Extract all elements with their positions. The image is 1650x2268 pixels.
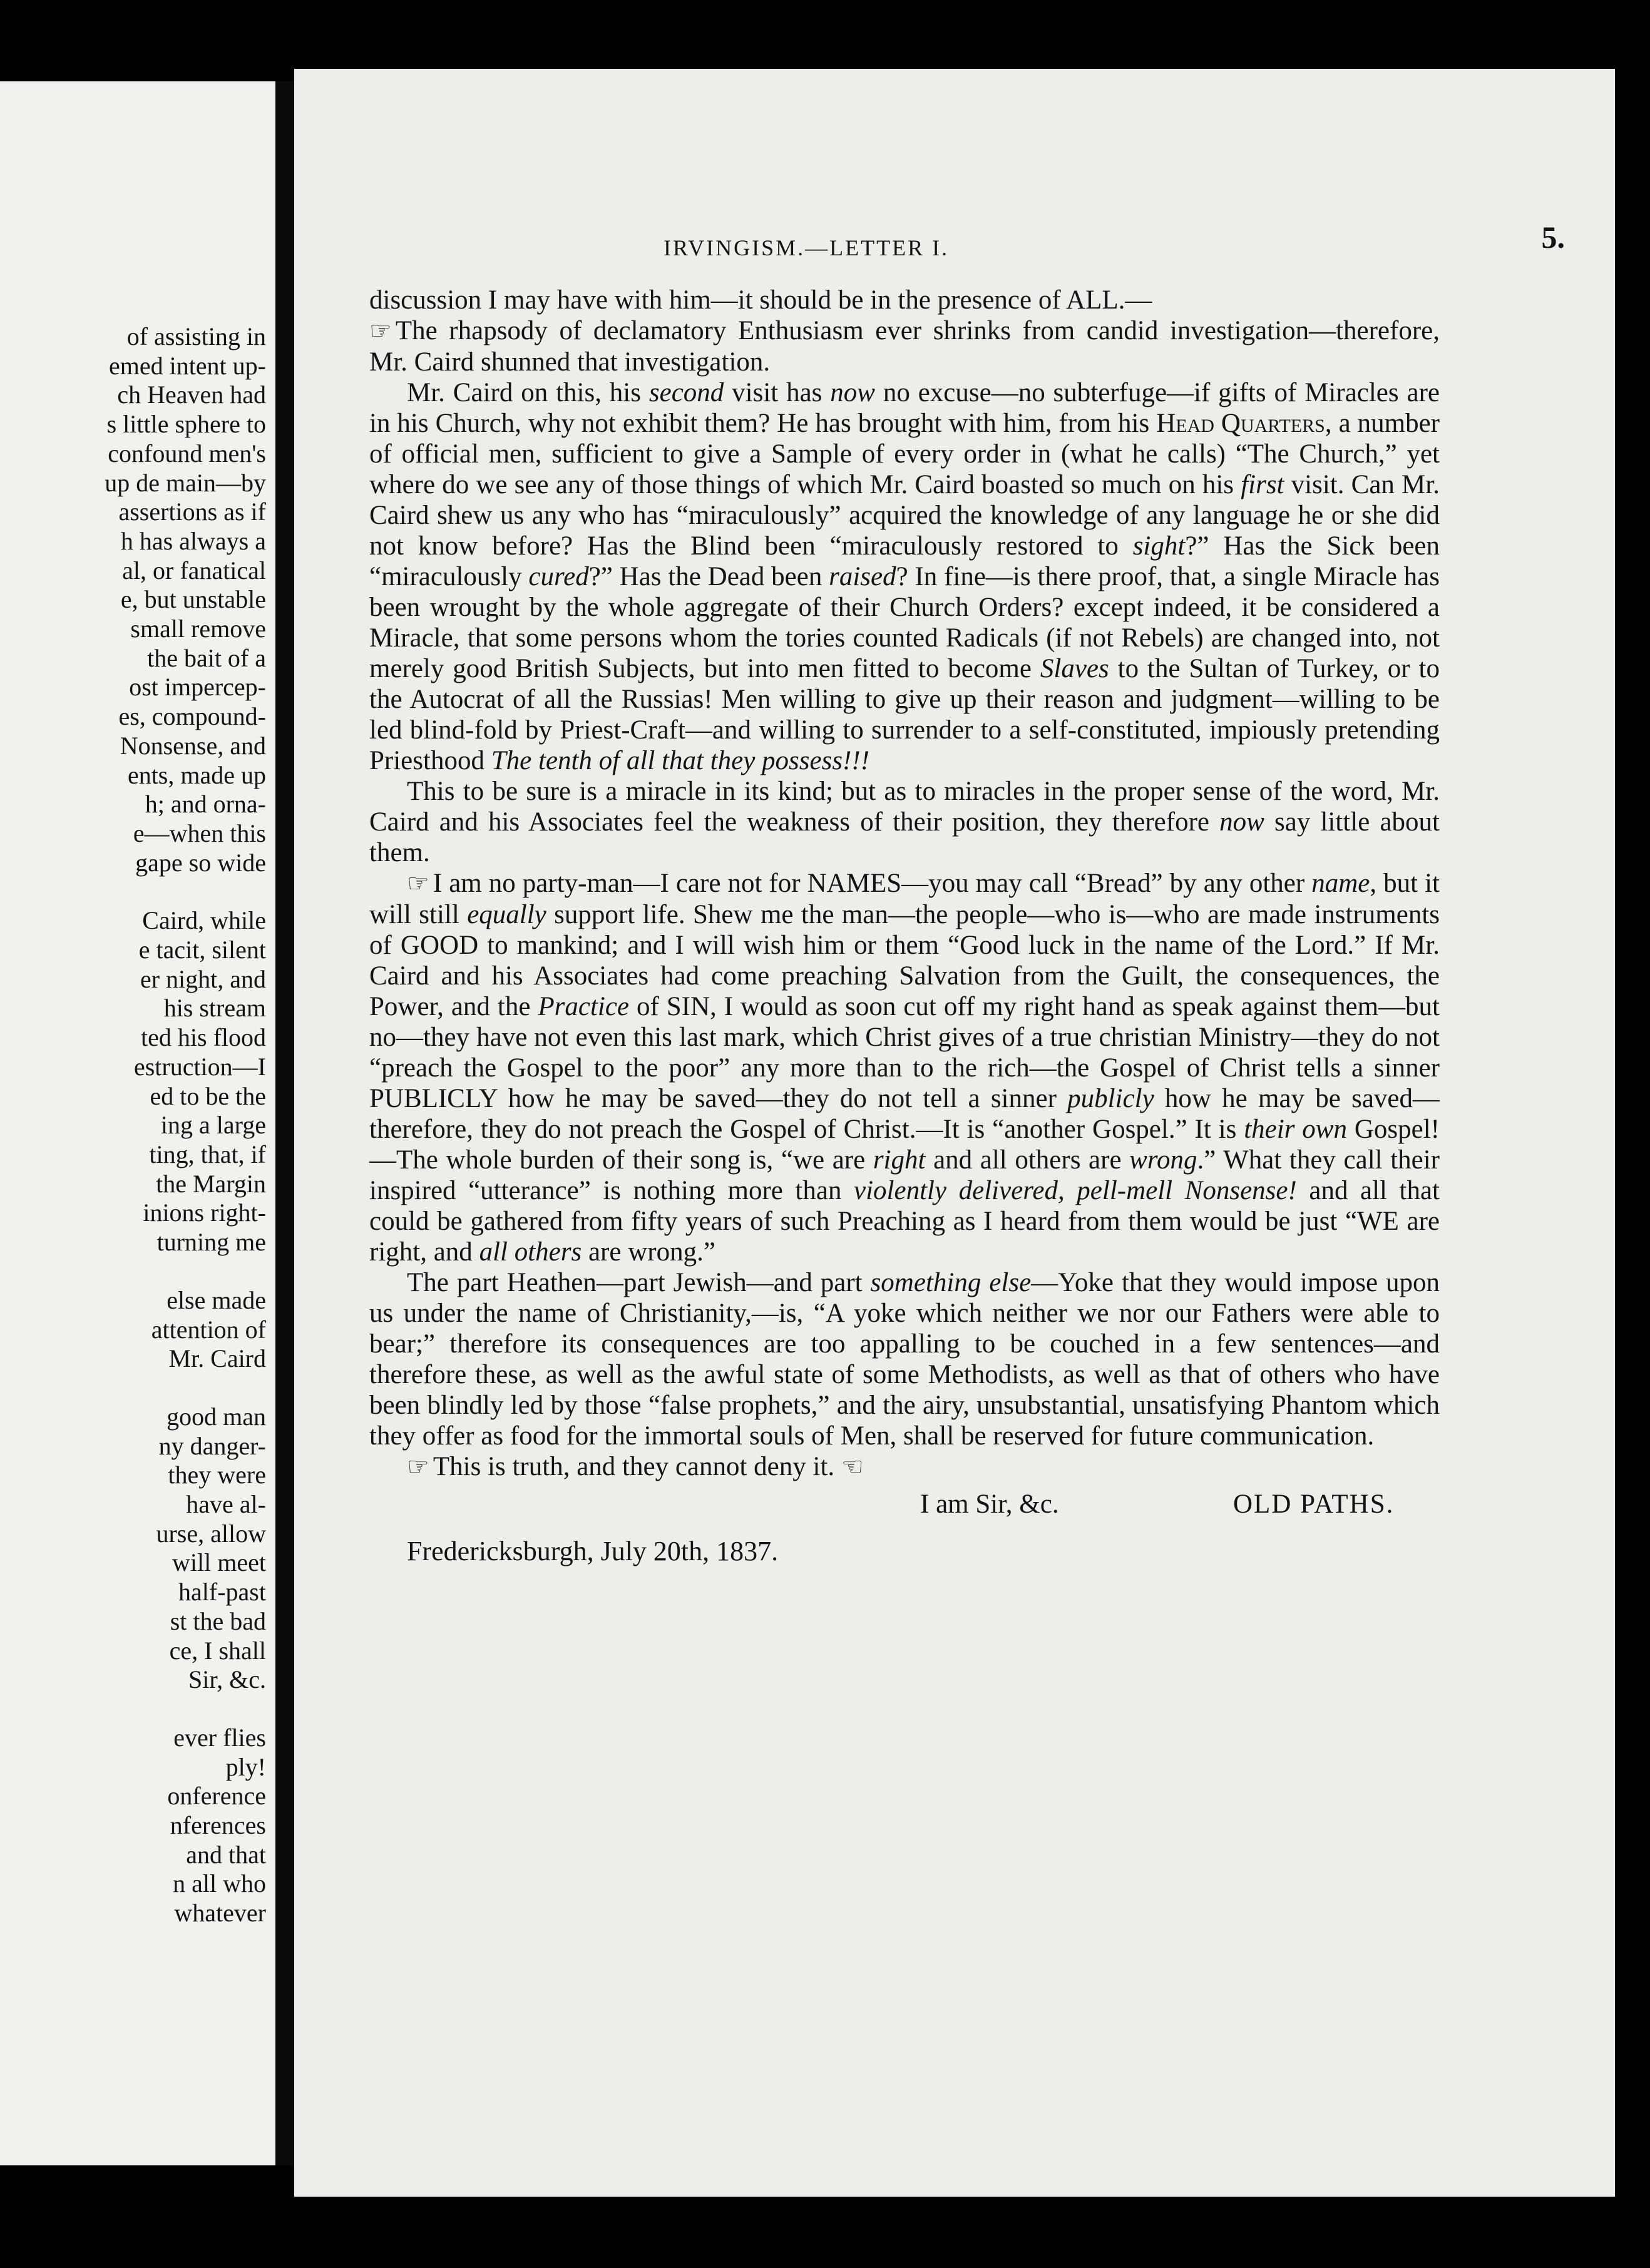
left-page-line: half-past [178, 1578, 266, 1606]
signature-row [369, 1489, 1440, 1523]
left-page-line: ted his flood [141, 1023, 266, 1052]
pointing-hand-left-icon: ☜ [841, 1453, 864, 1481]
left-page-line: ed to be the [150, 1081, 266, 1110]
left-page-line: Sir, &c. [188, 1665, 266, 1694]
running-header: IRVINGISM.—LETTER I. [664, 235, 950, 260]
paragraph-5: ☞ I am no party-man—I care not for NAMES—you may call “Bread” by any other name, but it will still equally support life. Shew me the man—the people—who is—who are made instruments of GOOD to mankind; and I will wish him or them “Good luck in the name of the Lord.” If Mr. Caird and his Associates had come preaching Salvation from the Guilt, the consequences, the Power, and the Practice of SIN, I would as soon cut off my right hand as speak against them—but no—they have not even this last mark, which Christ gives of a true christian Ministry—they do not “preach the Gospel to the poor” any more than to the rich—the Gospel of Christ tells a sinner PUBLICLY how he may be saved—they do not tell a sinner publicly how he may be saved—therefore, they do not preach the Gospel of Christ.—It is “another Gospel.” It is their own Gospel!—The whole burden of their song is, “we are right and all others are wrong.” What they call their inspired “utterance” is nothing more than violently delivered, pell-mell Nonsense! and all that could be gathered from fifty years of such Preaching as I heard from them would be just “WE are right, and all others are wrong.” [369, 869, 1440, 1267]
left-page-line: e, but unstable [120, 585, 266, 614]
left-page-line: whatever [174, 1899, 266, 1928]
left-page-line [0, 1374, 266, 1402]
truth-line: ☞ This is truth, and they cannot deny it. ☜ [407, 1452, 864, 1481]
left-page-line: attention of [151, 1315, 266, 1344]
left-page-line: nferences [170, 1811, 266, 1840]
paragraph-3: Mr. Caird on this, his second visit has now no excuse—no subterfuge—if gifts of Miracles are in his Church, why not exhibit them? He has brought with him, from his Head Quarters, a number of official men, sufficient to give a Sample of every order in (what he calls) “The Church,” yet where do we see any of those things of which Mr. Caird boasted so much on his first visit. Can Mr. Caird shew us any who has “miraculously” acquired the knowledge of any language he or she did not know before? Has the Blind been “miraculously restored to sight?” Has the Sick been “miraculously cured?” Has the Dead been raised? In fine—is there proof, that, a single Miracle has been wrought by the whole aggregate of their Church Orders? except indeed, it be considered a Miracle, that some persons whom the tories counted Radicals (if not Rebels) are changed into, not merely good British Subjects, but into men fitted to become Slaves to the Sultan of Turkey, or to the Autocrat of all the Russias! Men willing to give up their reason and judgment—willing to be led blind-fold by Priest-Craft—and willing to surrender to a self-constituted, impiously pretending Priesthood The tenth of all that they possess!!! [369, 378, 1440, 775]
left-page-line: h has always a [120, 526, 266, 555]
left-page-line [0, 1695, 266, 1724]
left-page-line: his stream [163, 994, 266, 1023]
left-page-line: al, or fanatical [122, 556, 266, 585]
paragraph-6: The part Heathen—part Jewish—and part something else—Yoke that they would impose upon us under the name of Christianity,—is, “A yoke which neither we nor our Fathers were able to bear;” therefore its consequences are too appalling to be couched in a few sentences—and therefore these, as well as the awful state of some Methodists, as well as that of others who have been blindly led by those “false prophets,” and the airy, unsubstantial, unsatisfying Phantom which they offer as food for the immortal souls of Men, shall be reserved for future communication. [369, 1268, 1440, 1451]
left-page-line: inions right- [143, 1198, 266, 1227]
left-page-line: h; and orna- [145, 790, 266, 819]
left-page-line: ever flies [173, 1723, 266, 1752]
pointing-hand-icon: ☞ [407, 869, 429, 898]
pointing-hand-icon: ☞ [407, 1453, 429, 1481]
left-page-line: ply! [225, 1752, 266, 1781]
left-page-line [0, 877, 266, 906]
left-page-line: ents, made up [127, 760, 266, 789]
left-page-line [0, 1257, 266, 1286]
left-page-line: ost impercep- [129, 673, 266, 702]
left-page-line: will meet [172, 1548, 266, 1577]
paragraph-1: discussion I may have with him—it should be in the presence of ALL.— [369, 285, 1152, 315]
letter-body [369, 285, 1440, 1566]
left-page-line: Caird, while [142, 906, 266, 935]
left-page-line: up de main—by [105, 468, 266, 497]
book-gutter [275, 81, 294, 2165]
left-page-line: the bait of a [147, 643, 266, 672]
left-page-line: of assisting in [126, 322, 266, 350]
left-page-line: small remove [130, 615, 266, 643]
left-page-line: have al- [186, 1490, 266, 1519]
pointing-hand-icon: ☞ [369, 317, 392, 345]
paragraph-4: This to be sure is a miracle in its kind; but as to miracles in the proper sense of the word, Mr. Caird and his Associates feel the weakness of their position, they therefore now say little about them. [369, 777, 1440, 867]
left-page-line: e—when this [133, 819, 266, 847]
left-page-line: assertions as if [118, 498, 266, 526]
left-page-line: s little sphere to [106, 410, 266, 439]
left-page-line: ny danger- [158, 1431, 266, 1460]
left-page-line: ce, I shall [169, 1636, 266, 1665]
left-page-line: onference [167, 1782, 266, 1811]
left-page-line: confound men's [108, 439, 266, 467]
left-page-line: they were [168, 1461, 266, 1489]
paragraph-2: ☞ The rhapsody of declamatory Enthusiasm ever shrinks from candid investigation—therefore, Mr. Caird shunned that investigation. [369, 316, 1440, 377]
left-page-line: else made [167, 1285, 266, 1314]
left-page-line: emed intent up- [108, 351, 266, 380]
left-page-line: er night, and [140, 964, 266, 993]
left-page-text-column [0, 322, 266, 1928]
left-page-line: Mr. Caird [168, 1344, 266, 1373]
left-page-line: e tacit, silent [138, 936, 266, 964]
left-page-line: es, compound- [118, 702, 266, 731]
left-page-line: good man [167, 1402, 266, 1431]
left-page-line: gape so wide [135, 848, 266, 877]
left-page-fragment [0, 81, 275, 2165]
closing-salutation: I am Sir, &c. [920, 1489, 1059, 1519]
left-page-line: n all who [173, 1869, 266, 1898]
left-page-line: ting, that, if [149, 1140, 266, 1168]
right-page [294, 69, 1615, 2197]
left-page-line: Nonsense, and [120, 731, 266, 760]
page-number: 5. [1541, 220, 1565, 255]
left-page-line: and that [186, 1840, 266, 1869]
left-page-line: st the bad [170, 1606, 266, 1635]
dateline: Fredericksburgh, July 20th, 1837. [407, 1536, 779, 1566]
left-page-line: estruction—I [133, 1052, 266, 1081]
left-page-line: the Margin [156, 1169, 266, 1198]
left-page-line: urse, allow [156, 1519, 266, 1548]
left-page-line: ing a large [160, 1111, 266, 1140]
left-page-line: ch Heaven had [117, 381, 266, 409]
signature: OLD PATHS. [1233, 1489, 1395, 1519]
left-page-line: turning me [156, 1228, 266, 1257]
